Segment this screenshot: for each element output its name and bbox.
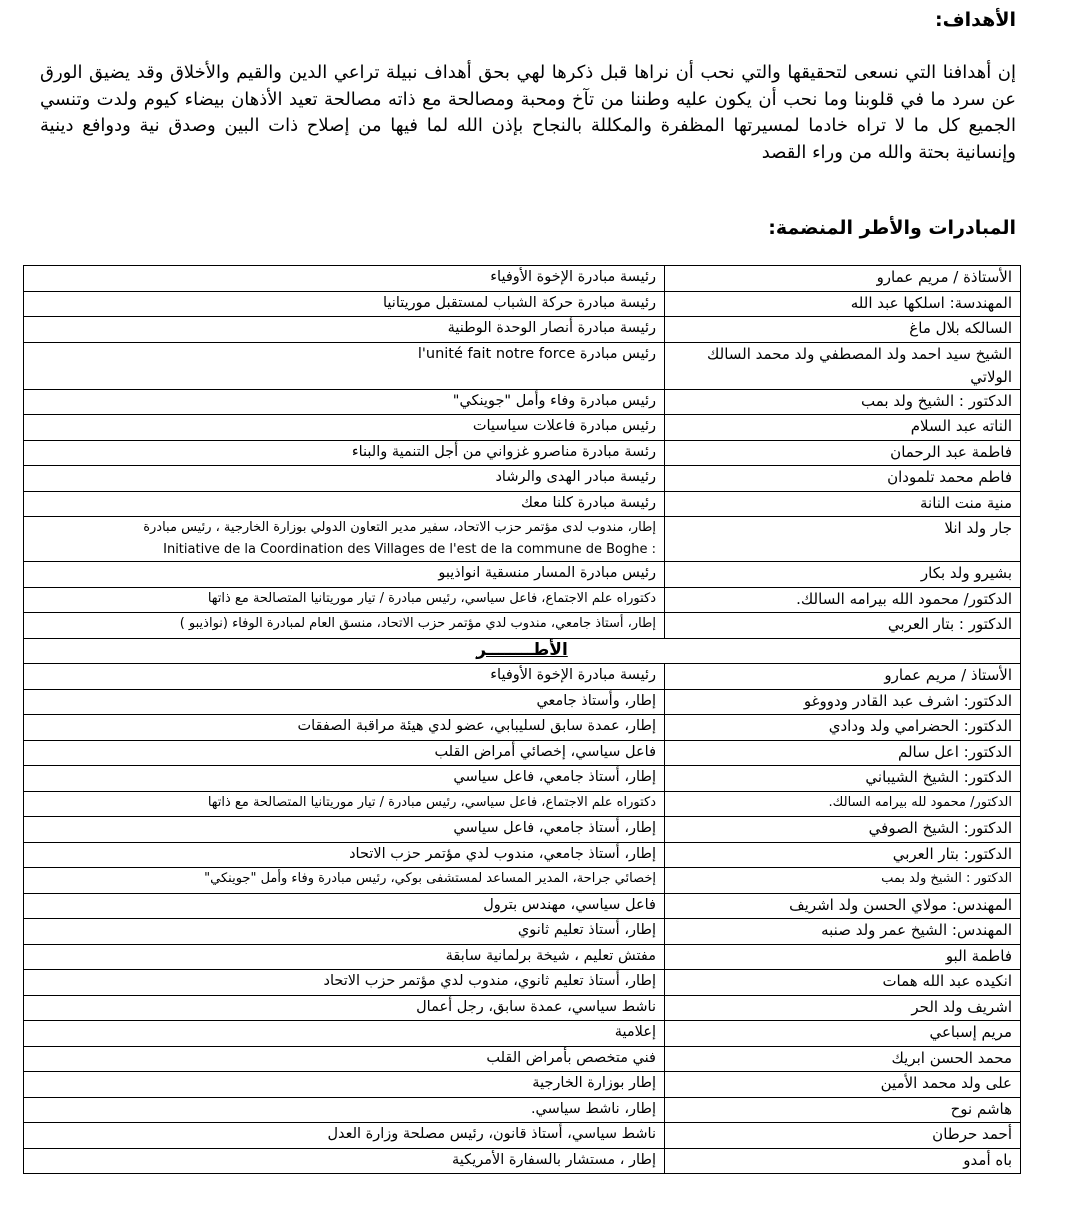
table-row [24,1097,1021,1123]
cadres-heading: الأطــــــــر [24,638,1021,664]
member-name: السالكه بلال ماغ [665,317,1021,343]
member-name: الدكتور : الشيخ ولد بمب [665,868,1021,894]
member-role: إطار، أستاذ جامعي، مندوب لدي مؤتمر حزب الاتحاد، منسق العام لمبادرة الوفاء (نواذيبو ) [24,613,665,639]
member-name: أحمد حرطان [665,1123,1021,1149]
member-name: الدكتور/ محمود الله بيرامه السالك. [665,587,1021,613]
member-role: إطار، ناشط سياسي. [24,1097,665,1123]
table-row [24,440,1021,466]
table-row [24,842,1021,868]
member-role: رئيسة مبادرة أنصار الوحدة الوطنية [24,317,665,343]
member-role: فاعل سياسي، مهندس بترول [24,893,665,919]
member-name: باه أمدو [665,1148,1021,1174]
table-row [24,1072,1021,1098]
member-role: رئيس مبادرة وفاء وأمل "جوينكي" [24,389,665,415]
member-name: الأستاذ / مريم عمارو [665,664,1021,690]
cadres-section-row [24,638,1021,664]
member-role: فني متخصص بأمراض القلب [24,1046,665,1072]
member-name: المهندس: الشيخ عمر ولد صنبه [665,919,1021,945]
table-row [24,715,1021,741]
member-name: الشيخ سيد احمد ولد المصطفي ولد محمد السالك الولاتي [665,342,1021,389]
member-name: محمد الحسن ابريك [665,1046,1021,1072]
member-name: الدكتور: اشرف عبد القادر ودووغو [665,689,1021,715]
member-name: جار ولد انلا [665,517,1021,562]
table-row [24,613,1021,639]
table-row [24,740,1021,766]
member-role [24,342,665,389]
member-name: انكيده عبد الله همات [665,970,1021,996]
member-role: رئيس مبادرة المسار منسقية انواذيبو [24,562,665,588]
member-name: الدكتور : الشيخ ولد بمب [665,389,1021,415]
member-name: الدكتور/ محمود لله بيرامه السالك. [665,791,1021,817]
table-row [24,791,1021,817]
member-role: إطار بوزارة الخارجية [24,1072,665,1098]
member-name: الدكتور: بتار العربي [665,842,1021,868]
member-name: مريم إسباعي [665,1021,1021,1047]
table-row [24,1148,1021,1174]
member-name: فاطمة البو [665,944,1021,970]
table-row [24,766,1021,792]
member-role: إطار، أستاذ تعليم ثانوي [24,919,665,945]
member-name: المهندسة: اسلكها عبد الله [665,291,1021,317]
member-name: هاشم نوح [665,1097,1021,1123]
member-role-latin-line: Initiative de la Coordination des Villages de l'est de la commune de Boghe : [163,542,656,557]
table-row [24,517,1021,562]
member-role: فاعل سياسي، إخصائي أمراض القلب [24,740,665,766]
member-name: على ولد محمد الأمين [665,1072,1021,1098]
table-row [24,1046,1021,1072]
member-role: إطار ، مستشار بالسفارة الأمريكية [24,1148,665,1174]
member-role: إخصائي جراحة، المدير المساعد لمستشفى بوكي، رئيس مبادرة وفاء وأمل "جوينكي" [24,868,665,894]
member-name: الناته عبد السلام [665,415,1021,441]
member-name: اشريف ولد الحر [665,995,1021,1021]
member-role: إطار، أستاذ جامعي، فاعل سياسي [24,817,665,843]
member-role: رئيسة مبادرة الإخوة الأوفياء [24,266,665,292]
member-name: الدكتور: الشيخ الشيباني [665,766,1021,792]
table-row [24,664,1021,690]
member-role: رئيسة مبادرة كلنا معك [24,491,665,517]
member-name: فاطم محمد تلمودان [665,466,1021,492]
member-role: إعلامية [24,1021,665,1047]
table-row [24,1021,1021,1047]
member-role: دكتوراه علم الاجتماع، فاعل سياسي، رئيس مبادرة / تيار موريتانيا المتصالحة مع ذاتها [24,791,665,817]
member-role-line: إطار، مندوب لدى مؤتمر حزب الاتحاد، سفير مدير التعاون الدولي بوزارة الخارجية ، رئيس مبادرة [143,520,656,535]
table-row [24,893,1021,919]
table-row [24,466,1021,492]
member-role: مفتش تعليم ، شيخة برلمانية سابقة [24,944,665,970]
table-row [24,1123,1021,1149]
table-row [24,562,1021,588]
members-table [23,265,1021,1174]
table-row [24,868,1021,894]
goals-paragraph: إن أهدافنا التي نسعى لتحقيقها والتي نحب أن نراها قبل ذكرها لهي بحق أهداف نبيلة تراعي الدين والقيم والأخلاق وقد يضيق الورق عن سرد ما في قلوبنا وما نحب أن يكون عليه وطننا من تآخ ومحبة ومصالحة مع ذاته مصالحة تعيد الأذهان بيضاء كيوم ولدت وتنسي الجميع كل ما لا تراه خادما لمسيرتها المظفرة والمكللة بالنجاح بإذن الله لما فيها من إصلاح ذات البين وصدق نية ودوافع دينية وإنسانية بحتة والله من وراء القصد [40,62,1016,163]
member-role: إطار، عمدة سابق لسليبابي، عضو لدي هيئة مراقبة الصفقات [24,715,665,741]
table-row [24,919,1021,945]
goals-heading: الأهداف: [935,9,1016,31]
member-role-text: رئيس مبادرة l'unité fait notre force [417,345,656,362]
table-row [24,491,1021,517]
member-role: دكتوراه علم الاجتماع، فاعل سياسي، رئيس مبادرة / تيار موريتانيا المتصالحة مع ذاتها [24,587,665,613]
table-row [24,995,1021,1021]
member-name: الدكتور: الشيخ الصوفي [665,817,1021,843]
member-role: ناشط سياسي، أستاذ قانون، رئيس مصلحة وزارة العدل [24,1123,665,1149]
member-name: منية منت النانة [665,491,1021,517]
member-name: الأستاذة / مريم عمارو [665,266,1021,292]
member-name: الدكتور: الحضرامي ولد ودادي [665,715,1021,741]
member-role: إطار، وأستاذ جامعي [24,689,665,715]
member-name: الدكتور : بتار العربي [665,613,1021,639]
member-role: رئيسة مبادرة الإخوة الأوفياء [24,664,665,690]
table-row [24,970,1021,996]
member-name: بشيرو ولد بكار [665,562,1021,588]
member-role: رئيس مبادرة فاعلات سياسيات [24,415,665,441]
table-row [24,817,1021,843]
member-name: فاطمة عبد الرحمان [665,440,1021,466]
table-row [24,291,1021,317]
table-row [24,587,1021,613]
member-name: الدكتور: اعل سالم [665,740,1021,766]
table-row [24,944,1021,970]
member-role: رئسة مبادرة مناصرو غزواني من أجل التنمية والبناء [24,440,665,466]
table-row [24,342,1021,389]
member-role [24,517,665,562]
table-row [24,389,1021,415]
member-role: إطار، أستاذ جامعي، فاعل سياسي [24,766,665,792]
member-role: إطار، أستاذ جامعي، مندوب لدي مؤتمر حزب الاتحاد [24,842,665,868]
member-role: إطار، أستاذ تعليم ثانوي، مندوب لدي مؤتمر حزب الاتحاد [24,970,665,996]
initiatives-heading: المبادرات والأطر المنضمة: [768,217,1016,239]
member-name: المهندس: مولاي الحسن ولد اشريف [665,893,1021,919]
table-row [24,317,1021,343]
member-role: ناشط سياسي، عمدة سابق، رجل أعمال [24,995,665,1021]
table-row [24,415,1021,441]
table-row [24,266,1021,292]
member-role: رئيسة مبادرة حركة الشباب لمستقبل موريتانيا [24,291,665,317]
table-row [24,689,1021,715]
member-role: رئيسة مبادر الهدى والرشاد [24,466,665,492]
